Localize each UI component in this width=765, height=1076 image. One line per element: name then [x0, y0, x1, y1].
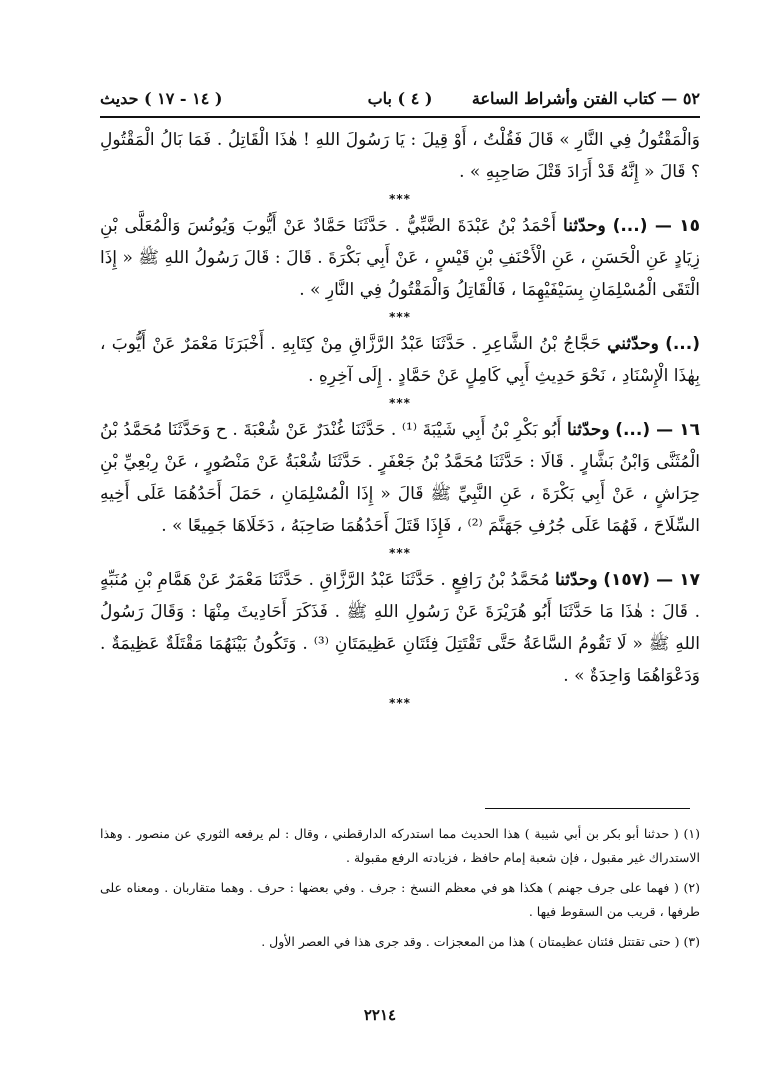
hadith-text: أَبُو بَكْرِ بْنُ أَبِي شَيْبَةَ ⁽¹⁾ . حَدَّثَنَا غُنْدَرٌ عَنْ شُعْبَةَ . ح وَحَدَّثَنَا مُحَمَّدُ بْنُ الْمُثَنَّى وَابْنُ بَشَّارٍ . قَالَا : حَدَّثَنَا مُحَمَّدُ بْنُ جَعْفَرٍ . حَدَّثَنَا شُعْبَةُ عَنْ مَنْصُورٍ ، عَنْ رِبْعِيِّ بْنِ حِرَاشٍ ، عَنْ أَبِي بَكْرَةَ ، عَنِ النَّبِيِّ ﷺ قَالَ « إِذَا الْمُسْلِمَانِ ، حَمَلَ أَحَدُهُمَا عَلَى أَخِيهِ السِّلَاحَ ، فَهُمَا عَلَى جُرُفِ جَهَنَّمَ ⁽²⁾ ، فَإِذَا قَتَلَ أَحَدُهُمَا صَاحِبَهُ ، دَخَلَاهَا جَمِيعًا » .	[100, 420, 700, 536]
hadith-15b	[100, 328, 700, 392]
hadith-text: حَجَّاجُ بْنُ الشَّاعِرِ . حَدَّثَنَا عَبْدُ الرَّزَّاقِ مِنْ كِتَابِهِ . أَخْبَرَنَا مَعْمَرٌ عَنْ أَيُّوبَ ، بِهٰذَا الْإِسْنَادِ ، نَحْوَ حَدِيثِ أَبِي كَامِلٍ عَنْ حَمَّادٍ . إِلَى آخِرِهِ .	[100, 334, 700, 386]
separator-stars: ***	[389, 396, 411, 410]
footnote-2: (٢) ( فهما على جرف جهنم ) هكذا هو في معظم النسخ : جرف . وفي بعضها : حرف . وهما متقاربان . ومعناه على طرفها ، قريب من السقوط فيها .	[100, 880, 700, 919]
main-text	[100, 124, 700, 714]
separator-stars: ***	[389, 696, 411, 710]
haddathani-heading: وحدّثني	[607, 334, 659, 354]
separator-stars: ***	[389, 192, 411, 206]
hadith-text: أَحْمَدُ بْنُ عَبْدَةَ الضَّبِّيُّ . حَدَّثَنَا حَمَّادٌ عَنْ أَيُّوبَ وَيُونُسَ وَالْمُعَلَّى بْنِ زِيَادٍ عَنِ الْحَسَنِ ، عَنِ الْأَحْنَفِ بْنِ قَيْسٍ ، عَنْ أَبِي بَكْرَةَ . قَالَ : قَالَ رَسُولُ اللهِ ﷺ « إِذَا الْتَقَى الْمُسْلِمَانِ بِسَيْفَيْهِمَا ، فَالْقَاتِلُ وَالْمَقْتُولُ فِي النَّارِ » .	[100, 216, 700, 300]
page-number: ٢٢١٤	[363, 1006, 397, 1024]
hadith-15	[100, 210, 700, 306]
footnote-1: (١) ( حدثنا أبو بكر بن أبي شيبة ) هذا الحديث مما استدركه الدارقطني ، وقال : لم يرفعه الثوري عن منصور . وهذا الاستدراك غير مقبول ، فإن شعبة إمام حافظ ، فزيادته الرفع مقبولة .	[100, 826, 700, 865]
header-chapter: ( ٤ ) باب	[367, 88, 433, 108]
header-hadith-range: ( ١٤ - ١٧ ) حديث	[100, 88, 223, 108]
haddathana-heading: وحدّثنا	[554, 570, 598, 590]
hadith-number: ١٦ — (...)	[615, 420, 700, 440]
header-book-title: ٥٢ — كتاب الفتن وأشراط الساعة	[471, 88, 700, 108]
haddathana-heading: وحدّثنا	[566, 420, 610, 440]
separator-stars: ***	[389, 310, 411, 324]
separator-stars: ***	[389, 546, 411, 560]
hadith-number: ١٥ — (...)	[612, 216, 700, 236]
header-rule	[100, 116, 700, 118]
haddathana-heading: وحدّثنا	[563, 216, 606, 236]
hadith-number: (...)	[665, 334, 700, 354]
hadith-number: ١٧ — (١٥٧)	[603, 570, 700, 590]
continuation-paragraph: وَالْمَقْتُولُ فِي النَّارِ » قَالَ فَقُلْتُ ، أَوْ قِيلَ : يَا رَسُولَ اللهِ ! هٰذَا الْقَاتِلُ . فَمَا بَالُ الْمَقْتُولِ ؟ قَالَ « إِنَّهُ قَدْ أَرَادَ قَتْلَ صَاحِبِهِ » .	[100, 130, 700, 182]
footnote-rule	[485, 808, 690, 809]
footnotes	[100, 822, 700, 960]
hadith-16	[100, 414, 700, 542]
running-header	[100, 83, 700, 113]
hadith-text: مُحَمَّدُ بْنُ رَافِعٍ . حَدَّثَنَا عَبْدُ الرَّزَّاقِ . حَدَّثَنَا مَعْمَرٌ عَنْ هَمَّامِ بْنِ مُنَبِّهٍ . قَالَ : هٰذَا مَا حَدَّثَنَا أَبُو هُرَيْرَةَ عَنْ رَسُولِ اللهِ ﷺ . فَذَكَرَ أَحَادِيثَ مِنْهَا : وَقَالَ رَسُولُ اللهِ ﷺ « لَا تَقُومُ السَّاعَةُ حَتَّى تَقْتَتِلَ فِئَتَانِ عَظِيمَتَانِ ⁽³⁾ . وَتَكُونُ بَيْنَهُمَا مَقْتَلَةٌ عَظِيمَةٌ . وَدَعْوَاهُمَا وَاحِدَةٌ » .	[100, 570, 700, 686]
footnote-3: (٣) ( حتى تقتتل فئتان عظيمتان ) هذا من المعجزات . وقد جرى هذا في العصر الأول .	[261, 934, 700, 949]
hadith-17	[100, 564, 700, 692]
